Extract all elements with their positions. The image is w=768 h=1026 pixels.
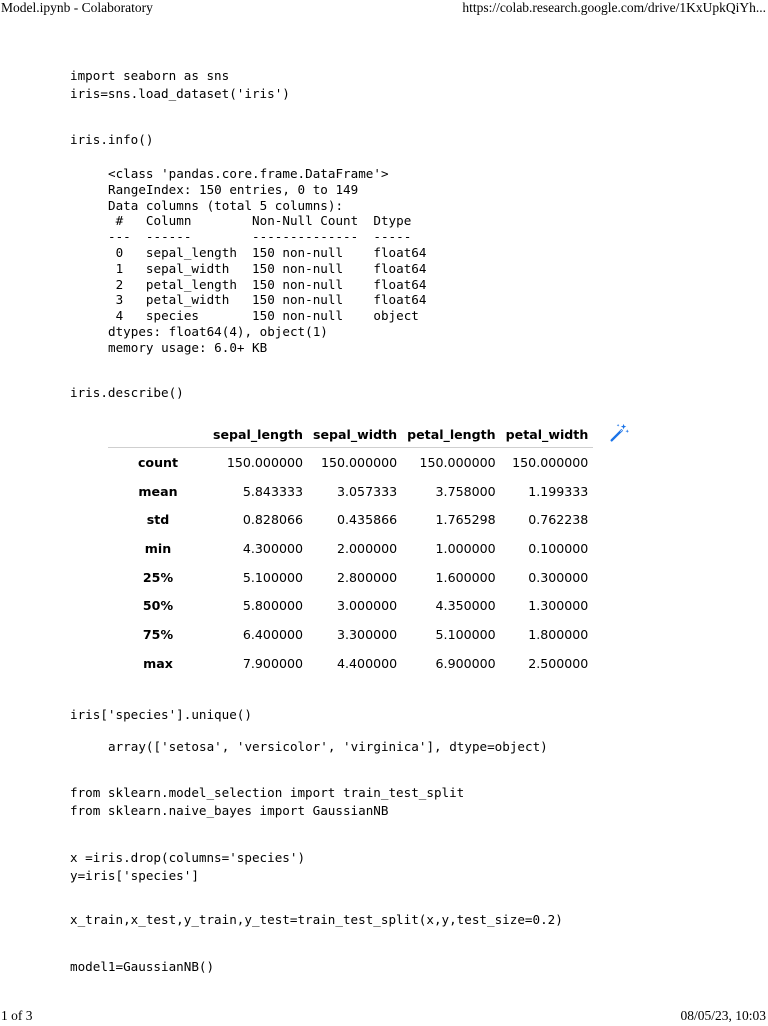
row-label: 75% bbox=[142, 626, 174, 642]
table-cell: 3.300000 bbox=[337, 626, 398, 642]
table-cell: 1.199333 bbox=[528, 483, 589, 499]
index-header bbox=[108, 424, 208, 448]
table-cell: 4.400000 bbox=[337, 655, 398, 671]
table-cell: 4.300000 bbox=[242, 540, 303, 556]
page-title: Model.ipynb - Colaboratory bbox=[1, 0, 153, 15]
output-unique: array(['setosa', 'versicolor', 'virginica'], dtype=object) bbox=[108, 739, 548, 754]
code-cell-describe: iris.describe() bbox=[70, 385, 184, 400]
table-row bbox=[108, 477, 593, 506]
table-row bbox=[108, 649, 593, 678]
page-number: 1 of 3 bbox=[1, 1008, 33, 1023]
table-cell: 0.100000 bbox=[528, 540, 589, 556]
table-cell: 0.435866 bbox=[337, 512, 398, 528]
row-label: 50% bbox=[142, 598, 174, 614]
table-cell: 3.057333 bbox=[337, 483, 398, 499]
table-cell: 2.500000 bbox=[528, 655, 589, 671]
magic-wand-icon[interactable] bbox=[608, 422, 630, 444]
table-cell: 3.000000 bbox=[337, 598, 398, 614]
table-cell: 6.900000 bbox=[435, 655, 496, 671]
print-datetime: 08/05/23, 10:03 bbox=[680, 1008, 766, 1023]
table-cell: 150.000000 bbox=[321, 454, 398, 470]
code-cell-unique: iris['species'].unique() bbox=[70, 707, 252, 722]
row-label: 25% bbox=[142, 569, 174, 585]
table-cell: 5.843333 bbox=[242, 483, 303, 499]
column-header: sepal_length bbox=[213, 426, 303, 442]
code-cell-xy-split: x =iris.drop(columns='species') y=iris['species'] bbox=[70, 850, 306, 883]
table-cell: 2.800000 bbox=[337, 569, 398, 585]
table-row bbox=[108, 448, 593, 477]
code-cell-info: iris.info() bbox=[70, 132, 154, 147]
output-info: <class 'pandas.core.frame.DataFrame'> RangeIndex: 150 entries, 0 to 149 Data columns (total 5 columns): # Column Non-Null Count Dtype --- ------ -------------- ----- 0 sepal_length 150 non-null float64 1 sepal_width 150 non-null float64 2 petal_length 150 non-null float64 3 petal_width 150 non-null float64 4 species 150 non-null object dtypes: float64(4), object(1) memory usage: 6.0+ KB bbox=[108, 166, 427, 355]
code-cell-train-test-split: x_train,x_test,y_train,y_test=train_test_split(x,y,test_size=0.2) bbox=[70, 912, 563, 927]
column-header: petal_length bbox=[407, 426, 496, 442]
table-cell: 4.350000 bbox=[435, 598, 496, 614]
row-label: count bbox=[137, 454, 179, 470]
table-cell: 1.600000 bbox=[435, 569, 496, 585]
table-cell: 5.800000 bbox=[242, 598, 303, 614]
table-cell: 0.762238 bbox=[528, 512, 589, 528]
column-header: sepal_width bbox=[313, 426, 398, 442]
page-url: https://colab.research.google.com/drive/1KxUpkQiYh... bbox=[462, 0, 766, 15]
table-cell: 7.900000 bbox=[242, 655, 303, 671]
row-label: std bbox=[146, 512, 170, 528]
describe-table bbox=[108, 424, 593, 678]
table-cell: 2.000000 bbox=[337, 540, 398, 556]
table-cell: 5.100000 bbox=[242, 569, 303, 585]
row-label: min bbox=[144, 540, 172, 556]
code-cell-import-seaborn: import seaborn as sns iris=sns.load_dataset('iris') bbox=[70, 68, 290, 101]
column-header: petal_width bbox=[505, 426, 589, 442]
table-cell: 150.000000 bbox=[419, 454, 496, 470]
table-cell: 1.300000 bbox=[528, 598, 589, 614]
table-row bbox=[108, 505, 593, 534]
table-cell: 0.828066 bbox=[242, 512, 303, 528]
table-row bbox=[108, 534, 593, 563]
print-header bbox=[0, 0, 768, 18]
table-cell: 5.100000 bbox=[435, 626, 496, 642]
code-cell-sklearn-imports: from sklearn.model_selection import train_test_split from sklearn.naive_bayes import GaussianNB bbox=[70, 785, 465, 818]
table-row bbox=[108, 620, 593, 649]
table-cell: 150.000000 bbox=[226, 454, 303, 470]
print-footer bbox=[0, 1008, 768, 1026]
table-cell: 1.765298 bbox=[435, 512, 496, 528]
table-cell: 0.300000 bbox=[528, 569, 589, 585]
row-label: max bbox=[143, 655, 173, 671]
table-row bbox=[108, 563, 593, 592]
table-cell: 1.000000 bbox=[435, 540, 496, 556]
table-cell: 1.800000 bbox=[528, 626, 589, 642]
table-row bbox=[108, 591, 593, 620]
code-cell-model: model1=GaussianNB() bbox=[70, 959, 215, 974]
describe-header-row bbox=[108, 424, 593, 448]
table-cell: 3.758000 bbox=[435, 483, 496, 499]
table-cell: 150.000000 bbox=[512, 454, 589, 470]
table-cell: 6.400000 bbox=[242, 626, 303, 642]
row-label: mean bbox=[138, 483, 178, 499]
